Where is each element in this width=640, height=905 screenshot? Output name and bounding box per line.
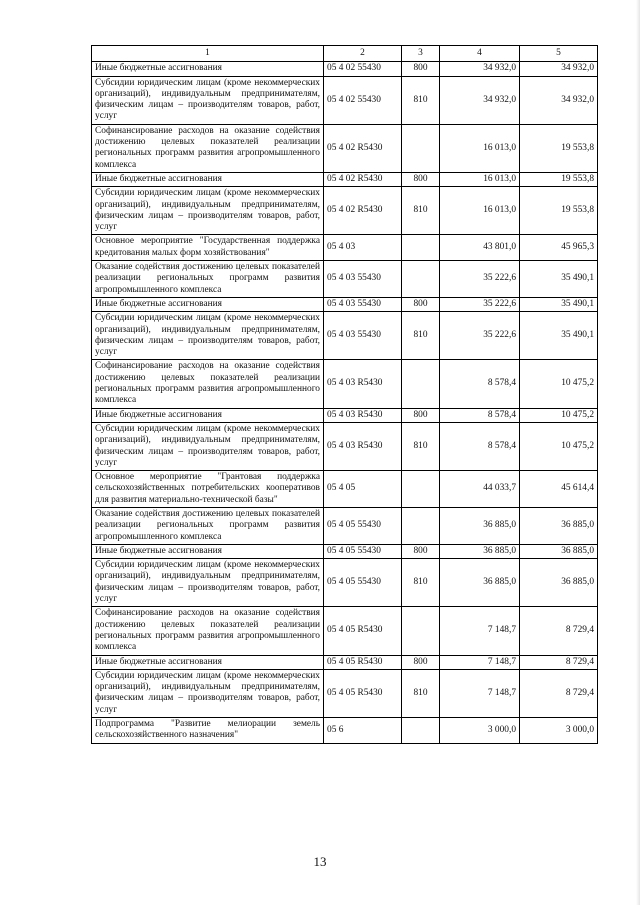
table-row [92, 544, 598, 558]
cell-v5: 19 553,8 [520, 172, 598, 186]
cell-code: 05 4 03 55430 [324, 312, 402, 360]
cell-vr [402, 507, 440, 544]
cell-vr: 800 [402, 297, 440, 311]
cell-name: Оказание содействия достижению целевых показателей реализации региональных программ развития агропромышленного комплекса [92, 507, 324, 544]
cell-vr [402, 235, 440, 261]
header-col-5: 5 [520, 46, 598, 62]
cell-code: 05 4 02 R5430 [324, 124, 402, 172]
cell-code: 05 6 [324, 718, 402, 744]
cell-name: Субсидии юридическим лицам (кроме некоммерческих организаций), индивидуальным предпринимателям, физическим лицам – производителям товаров, работ, услуг [92, 312, 324, 360]
cell-code: 05 4 03 55430 [324, 261, 402, 298]
cell-v5: 8 729,4 [520, 669, 598, 717]
cell-v5: 10 475,2 [520, 408, 598, 422]
table-row [92, 507, 598, 544]
cell-v4: 7 148,7 [440, 655, 520, 669]
cell-name: Основное мероприятие "Грантовая поддержка сельскохозяйственных потребительских кооперативов для развития материально-технической базы" [92, 471, 324, 508]
cell-code: 05 4 02 55430 [324, 76, 402, 124]
page-number: 13 [313, 854, 327, 869]
cell-vr: 810 [402, 559, 440, 607]
cell-vr [402, 261, 440, 298]
table-row [92, 718, 598, 744]
cell-v4: 7 148,7 [440, 607, 520, 655]
cell-code: 05 4 03 R5430 [324, 408, 402, 422]
cell-v5: 36 885,0 [520, 544, 598, 558]
cell-vr: 800 [402, 544, 440, 558]
cell-vr: 810 [402, 187, 440, 235]
cell-v5: 10 475,2 [520, 360, 598, 408]
header-col-2: 2 [324, 46, 402, 62]
table-row [92, 172, 598, 186]
cell-code: 05 4 03 55430 [324, 297, 402, 311]
table-row [92, 62, 598, 76]
cell-v4: 7 148,7 [440, 669, 520, 717]
cell-v5: 8 729,4 [520, 607, 598, 655]
cell-code: 05 4 03 [324, 235, 402, 261]
cell-v4: 35 222,6 [440, 261, 520, 298]
cell-name: Основное мероприятие "Государственная поддержка кредитования малых форм хозяйствования" [92, 235, 324, 261]
cell-v4: 35 222,6 [440, 312, 520, 360]
cell-vr: 810 [402, 422, 440, 470]
cell-vr: 800 [402, 172, 440, 186]
table-row [92, 76, 598, 124]
cell-code: 05 4 02 R5430 [324, 187, 402, 235]
cell-vr: 810 [402, 669, 440, 717]
scan-edge [636, 0, 640, 905]
table-row [92, 471, 598, 508]
table-row [92, 261, 598, 298]
cell-v4: 34 932,0 [440, 76, 520, 124]
cell-code: 05 4 05 55430 [324, 507, 402, 544]
cell-v5: 34 932,0 [520, 76, 598, 124]
cell-v4: 36 885,0 [440, 559, 520, 607]
cell-name: Иные бюджетные ассигнования [92, 408, 324, 422]
cell-v4: 8 578,4 [440, 408, 520, 422]
cell-v4: 36 885,0 [440, 507, 520, 544]
cell-name: Субсидии юридическим лицам (кроме некоммерческих организаций), индивидуальным предпринимателям, физическим лицам – производителям товаров, работ, услуг [92, 559, 324, 607]
table-row [92, 360, 598, 408]
cell-vr [402, 718, 440, 744]
cell-code: 05 4 05 55430 [324, 544, 402, 558]
header-col-4: 4 [440, 46, 520, 62]
cell-name: Оказание содействия достижению целевых показателей реализации региональных программ развития агропромышленного комплекса [92, 261, 324, 298]
cell-v5: 8 729,4 [520, 655, 598, 669]
table-row [92, 607, 598, 655]
cell-v5: 35 490,1 [520, 297, 598, 311]
cell-code: 05 4 03 R5430 [324, 422, 402, 470]
table-row [92, 124, 598, 172]
cell-v5: 36 885,0 [520, 559, 598, 607]
cell-name: Иные бюджетные ассигнования [92, 297, 324, 311]
table-body [92, 62, 598, 743]
cell-code: 05 4 05 R5430 [324, 655, 402, 669]
cell-v5: 36 885,0 [520, 507, 598, 544]
cell-vr: 810 [402, 76, 440, 124]
cell-vr: 810 [402, 312, 440, 360]
cell-v5: 19 553,8 [520, 124, 598, 172]
cell-v4: 44 033,7 [440, 471, 520, 508]
cell-name: Субсидии юридическим лицам (кроме некоммерческих организаций), индивидуальным предпринимателям, физическим лицам – производителям товаров, работ, услуг [92, 669, 324, 717]
cell-name: Иные бюджетные ассигнования [92, 655, 324, 669]
table-row [92, 408, 598, 422]
cell-code: 05 4 05 55430 [324, 559, 402, 607]
cell-name: Субсидии юридическим лицам (кроме некоммерческих организаций), индивидуальным предпринимателям, физическим лицам – производителям товаров, работ, услуг [92, 76, 324, 124]
cell-vr [402, 607, 440, 655]
cell-v4: 16 013,0 [440, 124, 520, 172]
cell-name: Софинансирование расходов на оказание содействия достижению целевых показателей реализации региональных программ развития агропромышленного комплекса [92, 124, 324, 172]
cell-v4: 34 932,0 [440, 62, 520, 76]
table-row [92, 559, 598, 607]
cell-code: 05 4 05 R5430 [324, 607, 402, 655]
cell-v5: 10 475,2 [520, 422, 598, 470]
cell-vr [402, 124, 440, 172]
table-row [92, 235, 598, 261]
cell-name: Софинансирование расходов на оказание содействия достижению целевых показателей реализации региональных программ развития агропромышленного комплекса [92, 360, 324, 408]
cell-vr: 800 [402, 408, 440, 422]
table-row [92, 669, 598, 717]
cell-v4: 8 578,4 [440, 422, 520, 470]
cell-name: Софинансирование расходов на оказание содействия достижению целевых показателей реализации региональных программ развития агропромышленного комплекса [92, 607, 324, 655]
cell-name: Иные бюджетные ассигнования [92, 544, 324, 558]
budget-table [91, 45, 598, 744]
cell-v5: 34 932,0 [520, 62, 598, 76]
cell-vr [402, 360, 440, 408]
cell-v4: 35 222,6 [440, 297, 520, 311]
cell-v4: 8 578,4 [440, 360, 520, 408]
cell-vr [402, 471, 440, 508]
cell-vr: 800 [402, 655, 440, 669]
cell-v5: 35 490,1 [520, 261, 598, 298]
cell-name: Подпрограмма "Развитие мелиорации земель сельскохозяйственного назначения" [92, 718, 324, 744]
table-row [92, 297, 598, 311]
cell-name: Субсидии юридическим лицам (кроме некоммерческих организаций), индивидуальным предпринимателям, физическим лицам – производителям товаров, работ, услуг [92, 187, 324, 235]
table-row [92, 422, 598, 470]
table-row [92, 655, 598, 669]
cell-v5: 3 000,0 [520, 718, 598, 744]
cell-name: Иные бюджетные ассигнования [92, 62, 324, 76]
table-row [92, 312, 598, 360]
cell-v5: 45 614,4 [520, 471, 598, 508]
cell-code: 05 4 02 55430 [324, 62, 402, 76]
table-row [92, 187, 598, 235]
cell-code: 05 4 03 R5430 [324, 360, 402, 408]
cell-code: 05 4 05 [324, 471, 402, 508]
cell-name: Субсидии юридическим лицам (кроме некоммерческих организаций), индивидуальным предпринимателям, физическим лицам – производителям товаров, работ, услуг [92, 422, 324, 470]
cell-v5: 45 965,3 [520, 235, 598, 261]
cell-v4: 16 013,0 [440, 187, 520, 235]
cell-v5: 19 553,8 [520, 187, 598, 235]
header-row [92, 46, 598, 62]
cell-code: 05 4 02 R5430 [324, 172, 402, 186]
cell-v4: 43 801,0 [440, 235, 520, 261]
header-col-3: 3 [402, 46, 440, 62]
header-col-1: 1 [92, 46, 324, 62]
cell-vr: 800 [402, 62, 440, 76]
cell-v5: 35 490,1 [520, 312, 598, 360]
cell-v4: 3 000,0 [440, 718, 520, 744]
cell-code: 05 4 05 R5430 [324, 669, 402, 717]
cell-v4: 36 885,0 [440, 544, 520, 558]
cell-name: Иные бюджетные ассигнования [92, 172, 324, 186]
cell-v4: 16 013,0 [440, 172, 520, 186]
